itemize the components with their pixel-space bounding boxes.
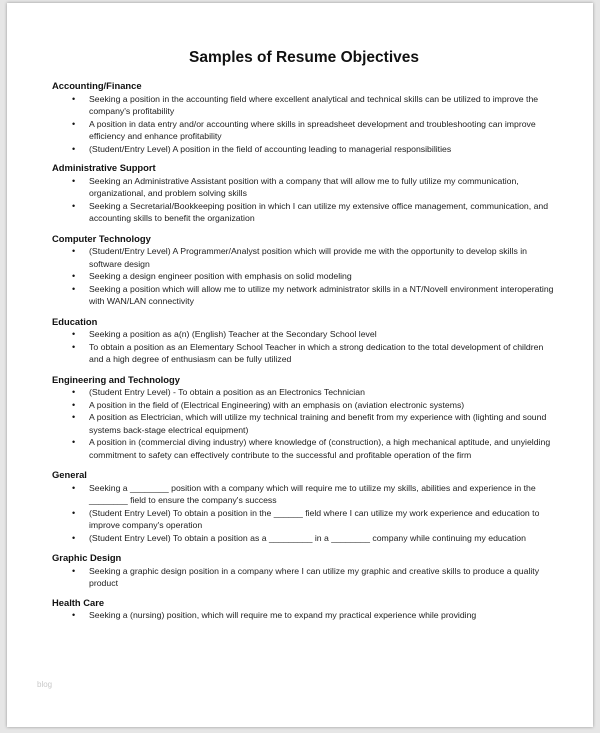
list-item: • (Student/Entry Level) A Programmer/Analyst position which will provide me with the opportunity to develop skills in software design: [72, 246, 527, 269]
list-item: • (Student Entry Level) - To obtain a position as an Electronics Technician: [72, 387, 365, 397]
bullet-icon: •: [72, 399, 76, 410]
bullet-icon: •: [72, 175, 76, 186]
section-heading: Engineering and Technology: [52, 373, 180, 385]
list-item: • A position in the field of (Electrical Engineering) with an emphasis on (aviation electronic systems): [72, 399, 465, 410]
section-heading: Accounting/Finance: [52, 80, 142, 91]
bullet-icon: •: [72, 341, 76, 352]
list-item: • Seeking a position as a(n) (English) Teacher at the Secondary School level: [72, 329, 377, 339]
section-general: [52, 469, 557, 544]
section-administrative-support: [52, 162, 557, 225]
document-page: [7, 3, 593, 727]
list-item: • Seeking a ________ position with a company which will require me to utilize my skills, abilities and experience in the ________ field to ensure the company's success: [72, 482, 536, 505]
section-education: [52, 316, 557, 366]
list-item: • Seeking a position which will allow me to utilize my network administrator skills in a NT/Novell environment interoperating with WAN/LAN connectivity: [72, 283, 554, 306]
list-item: • (Student Entry Level) To obtain a position in the ______ field where I can utilize my work experience and education to improve company's operation: [72, 507, 540, 530]
bullet-icon: •: [72, 93, 76, 104]
bullet-icon: •: [72, 200, 76, 211]
bullet-icon: •: [72, 118, 76, 129]
list-item: • Seeking an Administrative Assistant position with a company that will allow me to fully utilize my communication, organizational, and problem solving skills: [72, 175, 519, 198]
list-item: • (Student Entry Level) To obtain a position as a _________ in a ________ company while continuing my education: [72, 532, 526, 543]
list-item: • A position in (commercial diving industry) where knowledge of (construction), a high mechanical aptitude, and unyielding commitment to safety can effectively contribute to the successful and profitable operation of the firm: [72, 437, 551, 460]
list-item: • Seeking a position in the accounting field where excellent analytical and technical skills can be utilized to improve the company's profitability: [72, 93, 539, 116]
section-heading: Computer Technology: [52, 232, 151, 244]
bullet-icon: •: [72, 437, 76, 447]
bullet-icon: •: [72, 412, 76, 422]
bullet-icon: •: [72, 507, 76, 518]
section-health-care: [52, 597, 557, 622]
bullet-icon: •: [72, 283, 76, 294]
bullet-icon: •: [72, 271, 76, 281]
watermark: blog: [37, 680, 53, 689]
section-accounting-finance: [52, 80, 557, 155]
bullet-icon: •: [72, 532, 76, 543]
document-content: [7, 3, 593, 622]
list-item: • (Student/Entry Level) A position in the field of accounting leading to managerial responsibilities: [72, 143, 452, 154]
bullet-icon: •: [72, 329, 76, 339]
section-heading: Education: [52, 315, 98, 327]
bullet-icon: •: [72, 482, 76, 493]
list-item: • Seeking a (nursing) position, which will require me to expand my practical experience while providing: [72, 610, 477, 620]
section-computer-technology: [52, 233, 557, 308]
bullet-icon: •: [72, 387, 76, 397]
bullet-icon: •: [72, 610, 76, 620]
section-engineering-technology: [52, 374, 557, 462]
list-item: • To obtain a position as an Elementary School Teacher in which a strong dedication to the total development of children and a high degree of enthusiasm can be fully utilized: [72, 341, 544, 364]
page-title: Samples of Resume Objectives: [188, 49, 419, 66]
list-item: • Seeking a design engineer position with emphasis on solid modeling: [72, 271, 352, 281]
section-heading: Health Care: [52, 596, 105, 608]
bullet-icon: •: [72, 246, 76, 256]
bullet-icon: •: [72, 565, 76, 576]
list-item: • Seeking a Secretarial/Bookkeeping position in which I can utilize my extensive office management, communication, and accounting skills to benefit the organization: [72, 200, 549, 223]
list-item: • A position as Electrician, which will utilize my technical training and benefit from my experience with (lighting and sound systems back-stage electrical equipment): [72, 412, 547, 435]
section-heading: General: [52, 469, 87, 480]
section-graphic-design: [52, 552, 557, 590]
list-item: • A position in data entry and/or accounting where skills in spreadsheet development and troubleshooting can improve efficiency and enhance profitability: [72, 118, 536, 141]
section-heading: Administrative Support: [52, 162, 156, 173]
section-heading: Graphic Design: [52, 552, 122, 563]
bullet-icon: •: [72, 143, 76, 154]
list-item: • Seeking a graphic design position in a company where I can utilize my graphic and creative skills to produce a quality product: [72, 565, 540, 588]
